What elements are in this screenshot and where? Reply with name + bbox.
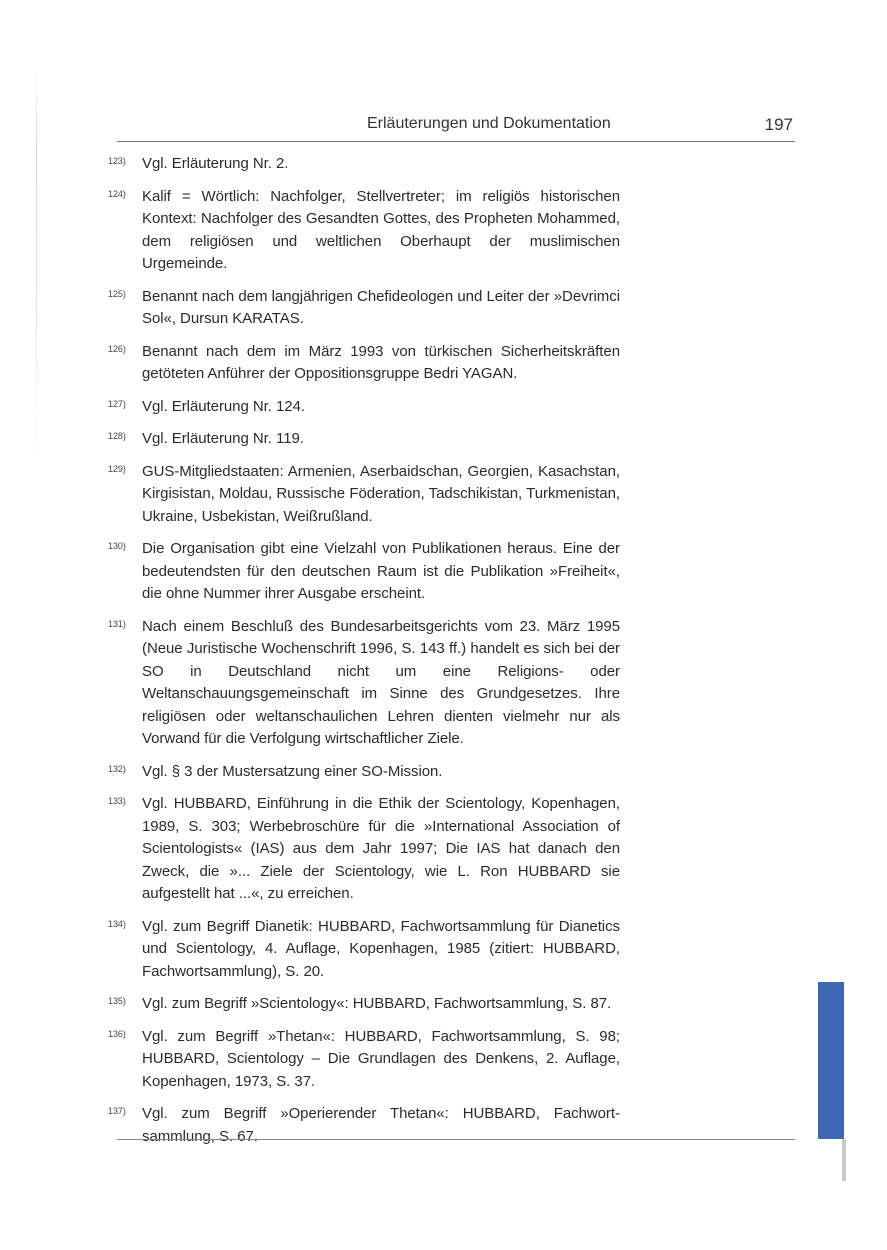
endnote-number: 132) bbox=[108, 763, 126, 774]
endnote bbox=[108, 186, 620, 276]
endnote-text: Vgl. HUBBARD, Einführung in die Ethik der Scientology, Kopenhagen, 1989, S. 303; Werbebroschüre für die »International Association of Scientologists« (IAS) aus dem Jahr 1997; Die IAS hat danach den Zweck, die »... Ziele der Scientology, wie L. Ron HUBBARD sie aufgestellt hat ...«, zu erreichen. bbox=[142, 795, 620, 902]
endnote-text: Die Organisation gibt eine Vielzahl von Publikationen heraus. Eine der bedeutendsten für den deutschen Raum ist die Publikation »Freiheit«, die ohne Nummer ihrer Ausgabe erscheint. bbox=[142, 540, 620, 602]
endnote-text: Nach einem Beschluß des Bundesarbeitsgerichts vom 23. März 1995 (Neue Juristische Wochenschrift 1996, S. 143 ff.) handelt es sich bei der SO in Deutschland nicht um eine Religions- oder Weltanschauungsgemeinschaft im Sinne des Grundgesetzes. Ihre religiösen oder weltanschaulichen Lehren dienten vielmehr nur als Vorwand für die Verfolgung wirtschaftlicher Ziele. bbox=[142, 617, 620, 747]
endnote-number: 128) bbox=[108, 431, 126, 441]
endnote bbox=[108, 461, 620, 529]
endnote-number: 136) bbox=[108, 1028, 126, 1039]
endnote-number: 131) bbox=[108, 618, 126, 629]
page-number: 197 bbox=[764, 115, 793, 134]
endnote-number: 134) bbox=[108, 918, 126, 929]
endnote-text: Vgl. Erläuterung Nr. 119. bbox=[142, 430, 304, 447]
endnote bbox=[108, 993, 620, 1016]
endnote bbox=[108, 916, 620, 984]
endnote-number: 135) bbox=[108, 996, 126, 1006]
endnote bbox=[108, 538, 620, 606]
endnote bbox=[108, 761, 620, 784]
endnote-number: 124) bbox=[108, 188, 126, 199]
footer-rule bbox=[117, 1139, 795, 1140]
endnote bbox=[108, 1026, 620, 1094]
endnote-text: Vgl. Erläuterung Nr. 124. bbox=[142, 397, 306, 415]
running-head-title: Erläuterungen und Dokumentation bbox=[367, 115, 611, 132]
endnote bbox=[108, 793, 620, 906]
endnote-text: Vgl. Erläuterung Nr. 2. bbox=[142, 155, 289, 172]
thumb-index-tab bbox=[818, 982, 844, 1139]
endnote-number: 137) bbox=[108, 1106, 126, 1116]
endnote-number: 125) bbox=[108, 288, 126, 299]
endnote bbox=[108, 1103, 620, 1148]
endnote bbox=[108, 428, 620, 451]
endnote-number: 123) bbox=[108, 156, 126, 166]
endnote-text: Kalif = Wörtlich: Nachfolger, Stellvertreter; im religiös historischen Kontext: Nachfolger des Gesandten Gottes, des Propheten Mohammed, dem religiösen und weltlichen Oberhaupt der muslimischen Urgemeinde. bbox=[142, 187, 620, 272]
scan-shadow-edge bbox=[842, 1139, 846, 1181]
endnote-text: Benannt nach dem langjährigen Chefideologen und Leiter der »Devrimci Sol«, Dursun KARATAS. bbox=[142, 287, 620, 327]
endnote-text: Vgl. zum Begriff »Thetan«: HUBBARD, Fachwortsammlung, S. 98; HUBBARD, Scientology – Die Grundlagen des Denkens, 2. Auflage, Kopenhagen, 1973, S. 37. bbox=[142, 1027, 620, 1090]
endnote-text: Vgl. zum Begriff Dianetik: HUBBARD, Fachwortsammlung für Dianetics und Scientology, 4. Auflage, Kopenhagen, 1985 (zitiert: HUBBARD, Fachwortsammlung), S. 20. bbox=[142, 917, 620, 980]
endnote-number: 130) bbox=[108, 541, 126, 551]
scan-shadow-left bbox=[36, 70, 37, 460]
endnote bbox=[108, 616, 620, 751]
endnote-text: Vgl. zum Begriff »Operierender Thetan«: HUBBARD, Fachwortsammlung, S. 67. bbox=[142, 1105, 620, 1145]
endnote-text: Benannt nach dem im März 1993 von türkischen Sicherheitskräften getöteten Anführer der Oppositionsgruppe Bedri YAGAN. bbox=[142, 342, 620, 382]
endnote-text: Vgl. § 3 der Mustersatzung einer SO-Mission. bbox=[142, 762, 443, 780]
endnote bbox=[108, 153, 620, 176]
endnote bbox=[108, 341, 620, 386]
endnote-text: GUS-Mitgliedstaaten: Armenien, Aserbaidschan, Georgien, Kasachstan, Kirgisistan, Moldau, Russische Föderation, Tadschikistan, Turkmenistan, Ukraine, Usbekistan, Weißrußland. bbox=[142, 462, 620, 525]
endnotes-list bbox=[108, 153, 620, 1158]
endnote-text: Vgl. zum Begriff »Scientology«: HUBBARD, Fachwortsammlung, S. 87. bbox=[142, 995, 612, 1012]
endnote bbox=[108, 396, 620, 419]
page-header bbox=[117, 115, 795, 142]
endnote bbox=[108, 286, 620, 331]
endnote-number: 129) bbox=[108, 463, 126, 474]
endnote-number: 126) bbox=[108, 343, 126, 354]
endnote-number: 133) bbox=[108, 796, 126, 806]
endnote-number: 127) bbox=[108, 398, 126, 409]
